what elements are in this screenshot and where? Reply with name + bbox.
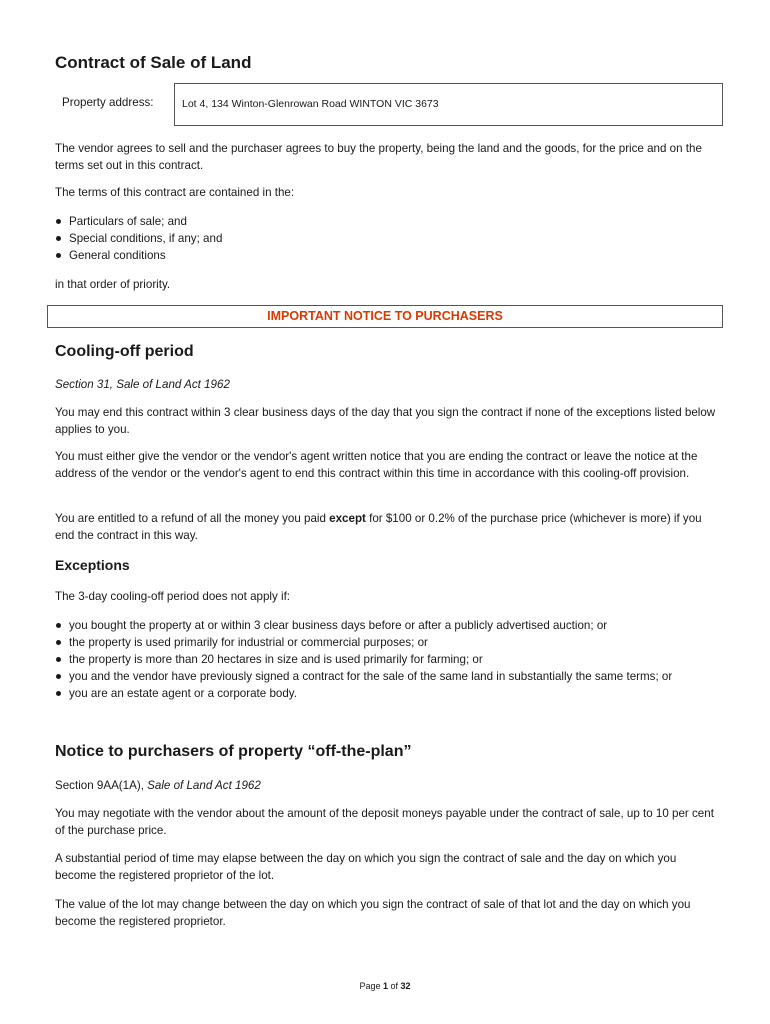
intro-paragraph: The vendor agrees to sell and the purchaser agrees to buy the property, being the land and the goods, for the price and on the terms set out in this contract.	[55, 142, 702, 172]
terms-list	[55, 213, 715, 264]
bullet-icon	[56, 691, 61, 696]
list-item: you are an estate agent or a corporate body.	[55, 685, 705, 702]
bullet-icon	[56, 253, 61, 258]
off-the-plan-paragraph-1: You may negotiate with the vendor about the amount of the deposit moneys payable under the contract of sale, up to 10 per cent of the purchase price.	[55, 807, 714, 837]
list-item: Special conditions, if any; and	[55, 230, 715, 247]
cooling-off-paragraph-1: You may end this contract within 3 clear business days of the day that you sign the contract if none of the exceptions listed below applies to you.	[55, 406, 716, 436]
property-address-box	[174, 83, 723, 126]
notice-banner	[47, 305, 723, 328]
list-item: General conditions	[55, 247, 715, 264]
exceptions-list	[55, 617, 705, 702]
property-address-label: Property address:	[62, 96, 154, 109]
off-the-plan-paragraph-2: A substantial period of time may elapse between the day on which you sign the contract of sale and the day on which you become the registered proprietor of the lot.	[55, 852, 677, 882]
list-item: you and the vendor have previously signed a contract for the sale of the same land in substantially the same terms; or	[55, 668, 705, 685]
list-item: Particulars of sale; and	[55, 213, 715, 230]
except-emphasis: except	[329, 512, 366, 525]
bullet-icon	[56, 623, 61, 628]
list-item: the property is used primarily for industrial or commercial purposes; or	[55, 634, 705, 651]
list-item: you bought the property at or within 3 clear business days before or after a publicly advertised auction; or	[55, 617, 705, 634]
property-address-value: Lot 4, 134 Winton-Glenrowan Road WINTON VIC 3673	[182, 98, 439, 110]
notice-text: IMPORTANT NOTICE TO PURCHASERS	[267, 309, 503, 323]
cooling-off-paragraph-2: You must either give the vendor or the vendor's agent written notice that you are ending the contract or leave the notice at the address of the vendor or the vendor's agent to end this contract within this time in accordance with this cooling-off provision.	[55, 450, 698, 480]
terms-intro: The terms of this contract are contained in the:	[55, 186, 295, 199]
bullet-icon	[56, 657, 61, 662]
off-the-plan-section-ref: Section 9AA(1A), Sale of Land Act 1962	[55, 779, 261, 792]
cooling-off-section-ref: Section 31, Sale of Land Act 1962	[55, 378, 230, 391]
off-the-plan-paragraph-3: The value of the lot may change between the day on which you sign the contract of sale of that lot and the day on which you become the registered proprietor.	[55, 898, 691, 928]
page-title: Contract of Sale of Land	[55, 53, 252, 72]
list-item: the property is more than 20 hectares in size and is used primarily for farming; or	[55, 651, 705, 668]
exceptions-intro: The 3-day cooling-off period does not apply if:	[55, 590, 291, 603]
off-the-plan-heading: Notice to purchasers of property “off-the-plan”	[55, 743, 412, 760]
bullet-icon	[56, 640, 61, 645]
exceptions-heading: Exceptions	[55, 557, 130, 573]
bullet-icon	[56, 219, 61, 224]
page-number: Page 1 of 32	[359, 981, 411, 991]
cooling-off-paragraph-3: You are entitled to a refund of all the money you paid except for $100 or 0.2% of the purchase price (whichever is more) if you end the contract in this way.	[55, 512, 702, 542]
bullet-icon	[56, 674, 61, 679]
cooling-off-heading: Cooling-off period	[55, 343, 194, 360]
priority-text: in that order of priority.	[55, 278, 171, 291]
bullet-icon	[56, 236, 61, 241]
